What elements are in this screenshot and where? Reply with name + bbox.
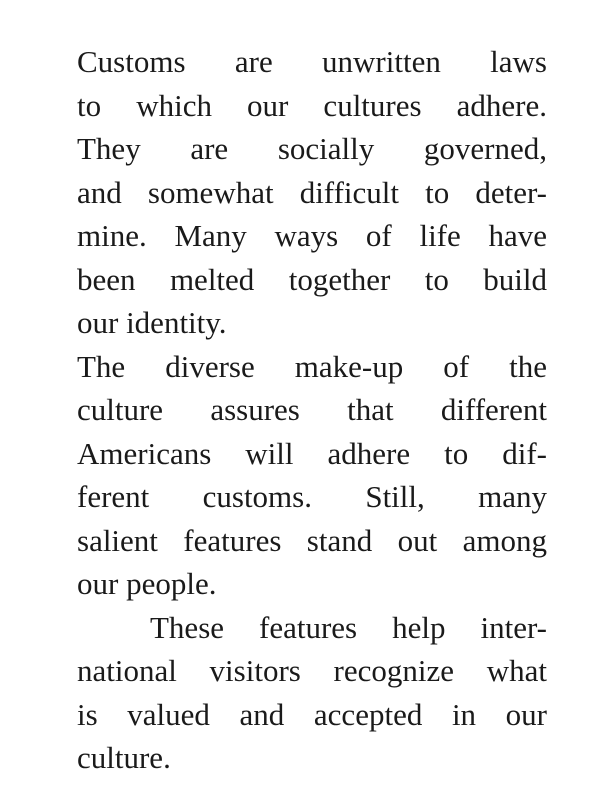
text-line: Americans will adhere to dif- xyxy=(77,435,547,471)
text-line: Customs are unwritten laws xyxy=(77,44,547,79)
text-line: ferent customs. Still, many xyxy=(77,479,547,514)
text-line: been melted together to build xyxy=(77,261,547,297)
text-line: salient features stand out among xyxy=(77,522,547,558)
text-line: our identity. xyxy=(77,305,227,340)
text-line: is valued and accepted in our xyxy=(77,696,547,732)
text-line: mine. Many ways of life have xyxy=(77,218,547,253)
text-line: to which our cultures adhere. xyxy=(77,87,547,123)
text-line: our people. xyxy=(77,566,217,601)
text-line: They are socially governed, xyxy=(77,131,547,166)
text-line: The diverse make-up of the xyxy=(77,348,547,384)
text-line: national visitors recognize what xyxy=(77,653,547,688)
paragraph-diverse-makeup xyxy=(77,345,547,606)
text-line: culture assures that different xyxy=(77,392,547,427)
text-line: These features help inter- xyxy=(150,609,547,645)
text-line: and somewhat difficult to deter- xyxy=(77,174,547,210)
document-body xyxy=(77,40,547,780)
text-line: culture. xyxy=(77,740,171,775)
paragraph-features xyxy=(77,606,547,780)
paragraph-customs xyxy=(77,40,547,345)
